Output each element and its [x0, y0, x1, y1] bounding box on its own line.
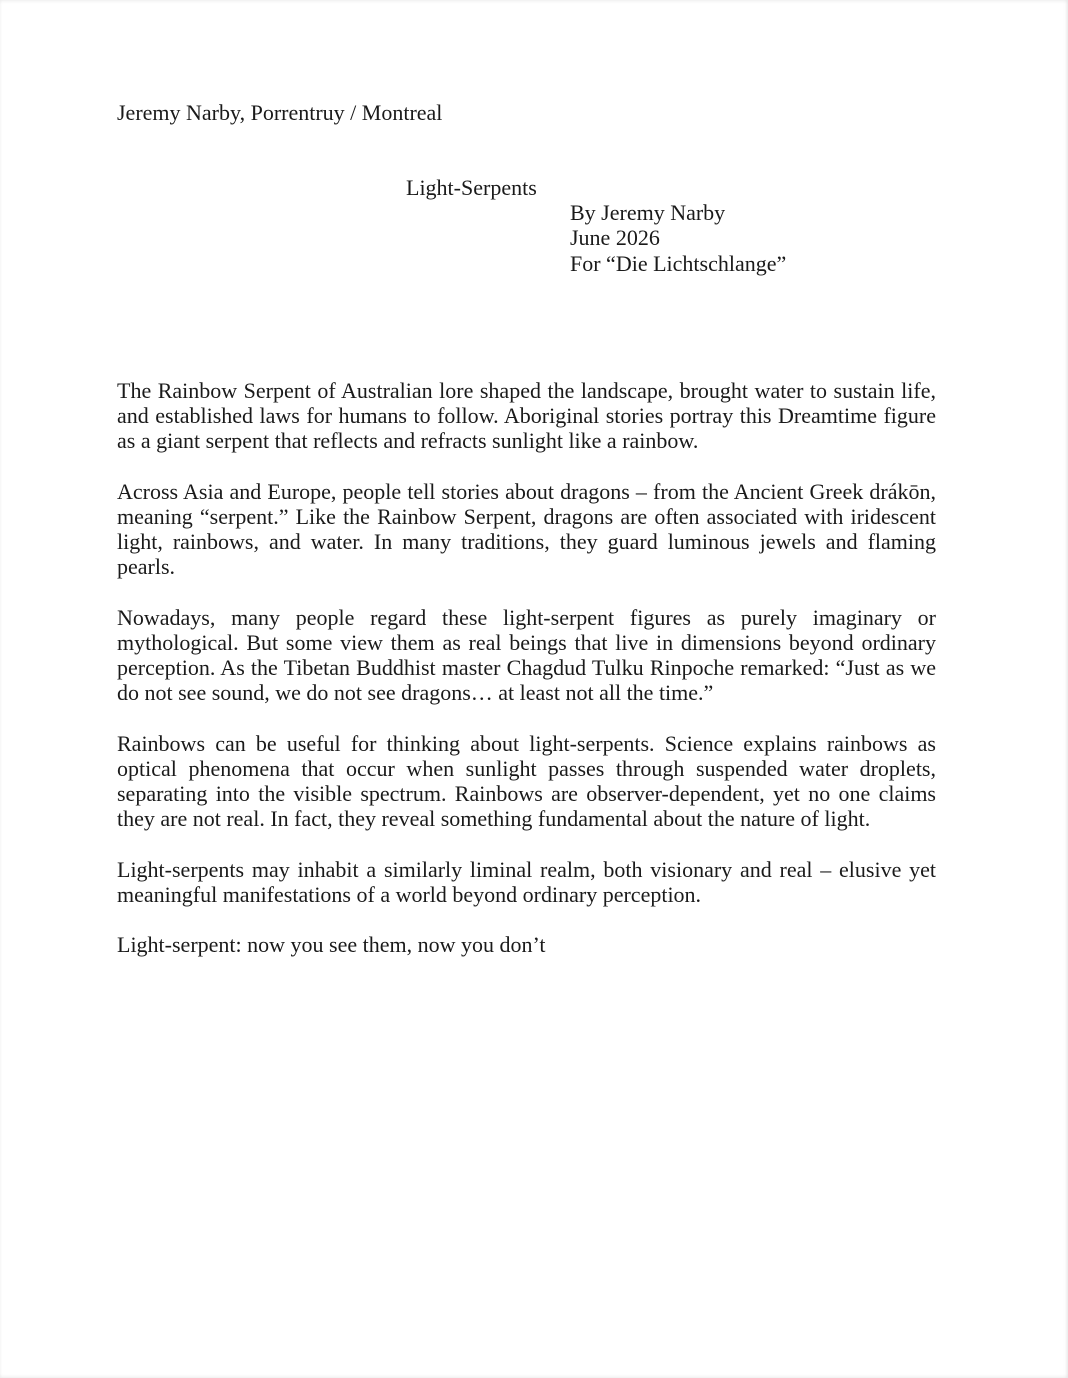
paragraph: The Rainbow Serpent of Australian lore shaped the landscape, brought water to sustain life, and established laws for humans to follow. Aboriginal stories portray this Dreamtime figure as a giant serpent that reflects and refracts sunlight like a rainbow.	[117, 378, 936, 454]
byline-block	[570, 200, 786, 276]
paragraph: Rainbows can be useful for thinking about light-serpents. Science explains rainbows as optical phenomena that occur when sunlight passes through suspended water droplets, separating into the visible spectrum. Rainbows are observer-dependent, yet no one claims they are not real. In fact, they reveal something fundamental about the nature of light.	[117, 730, 936, 832]
document-title: Light-Serpents	[406, 175, 537, 200]
paragraph: Light-serpents may inhabit a similarly liminal realm, both visionary and real – elusive yet meaningful manifestations of a world beyond ordinary perception.	[117, 856, 936, 907]
paragraph: Nowadays, many people regard these light-serpent figures as purely imaginary or mythological. But some view them as real beings that live in dimensions beyond ordinary perception. As the Tibetan Buddhist master Chagdud Tulku Rinpoche remarked: “Just as we do not see sound, we do not see dragons… at least not all the time.”	[117, 604, 936, 706]
byline-date: June 2026	[570, 225, 660, 251]
author-location-line: Jeremy Narby, Porrentruy / Montreal	[117, 100, 443, 125]
byline-author: By Jeremy Narby	[570, 200, 726, 225]
body-text	[117, 378, 936, 983]
byline-publication: For “Die Lichtschlange”	[570, 250, 787, 276]
closing-line: Light-serpent: now you see them, now you don’t	[117, 932, 546, 958]
paragraph: Across Asia and Europe, people tell stories about dragons – from the Ancient Greek drákōn, meaning “serpent.” Like the Rainbow Serpent, dragons are often associated with iridescent light, rainbows, and water. In many traditions, they guard luminous jewels and flaming pearls.	[117, 478, 936, 580]
